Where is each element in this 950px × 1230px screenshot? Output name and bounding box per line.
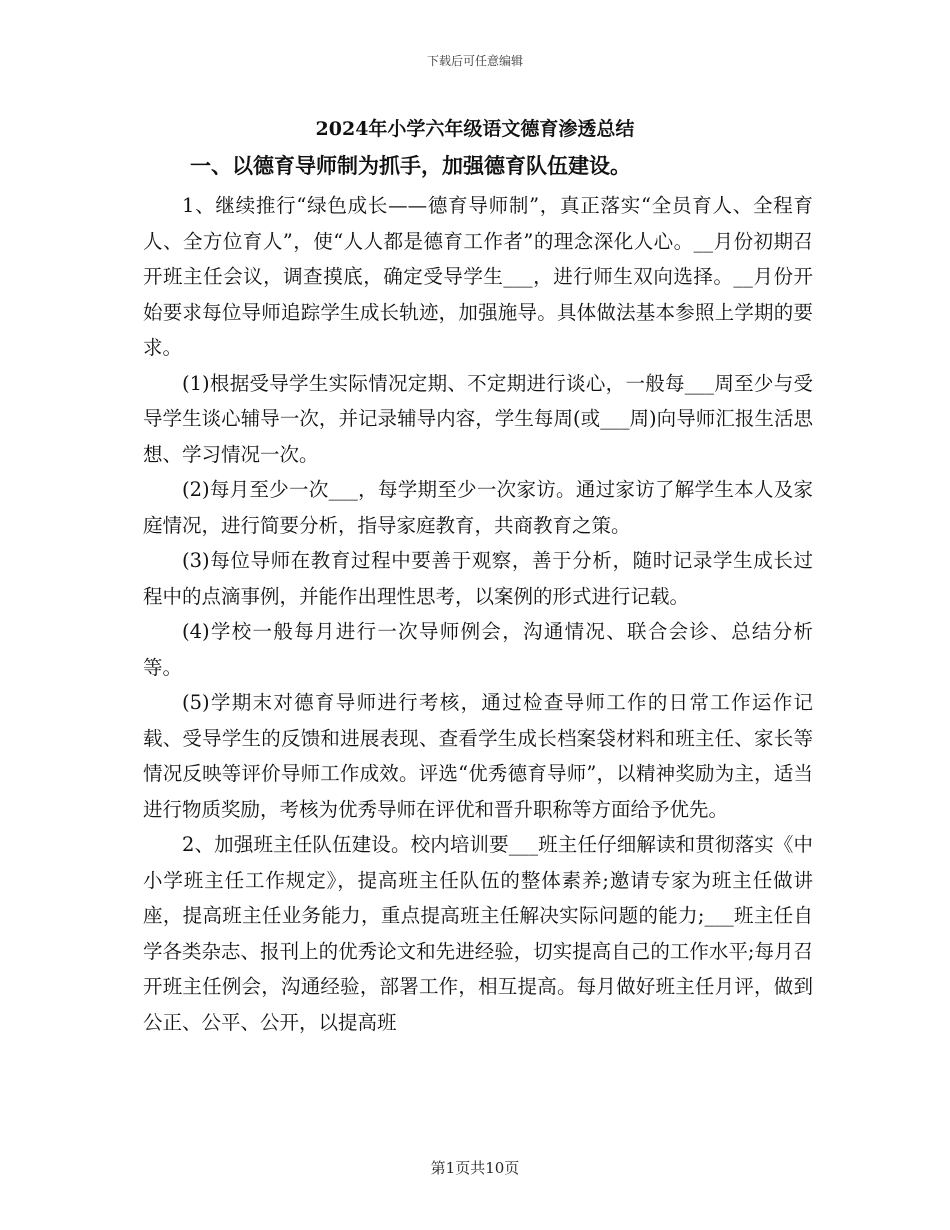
document-title: 2024年小学六年级语文德育渗透总结 xyxy=(315,118,635,140)
paragraph: (3)每位导师在教育过程中要善于观察，善于分析，随时记录学生成长过程中的点滴事例，并能作出理性思考，以案例的形式进行记载。 xyxy=(143,549,813,608)
header-note: 下载后可任意编辑 xyxy=(426,54,523,68)
section-heading: 一、以德育导师制为抓手，加强德育队伍建设。 xyxy=(190,153,631,178)
paragraph: (4)学校一般每月进行一次导师例会，沟通情况、联合会诊、总结分析等。 xyxy=(143,620,813,679)
page-number: 第1页共10页 xyxy=(430,1159,520,1177)
paragraph: (2)每月至少一次___，每学期至少一次家访。通过家访了解学生本人及家庭情况，进行简要分析，指导家庭教育，共商教育之策。 xyxy=(143,478,813,537)
paragraph: 2、加强班主任队伍建设。校内培训要___班主任仔细解读和贯彻落实《中小学班主任工作规定》，提高班主任队伍的整体素养;邀请专家为班主任做讲座，提高班主任业务能力，重点提高班主任解决实际问题的能力;___班主任自学各类杂志、报刊上的优秀论文和先进经验，切实提高自己的工作水平;每月召开班主任例会，沟通经验，部署工作，相互提高。每月做好班主任月评，做到公正、公平、公开，以提高班 xyxy=(143,833,813,1034)
paragraph: (5)学期末对德育导师进行考核，通过检查导师工作的日常工作运作记载、受导学生的反馈和进展表现、查看学生成长档案袋材料和班主任、家长等情况反映等评价导师工作成效。评选“优秀德育导师”，以精神奖励为主，适当进行物质奖励，考核为优秀导师在评优和晋升职称等方面给予优先。 xyxy=(143,691,813,821)
paragraph: 1、继续推行“绿色成长——德育导师制”，真正落实“全员育人、全程育人、全方位育人”，使“人人都是德育工作者”的理念深化人心。__月份初期召开班主任会议，调查摸底，确定受导学生___，进行师生双向选择。__月份开始要求每位导师追踪学生成长轨迹，加强施导。具体做法基本参照上学期的要求。 xyxy=(143,194,813,359)
paragraph: (1)根据受导学生实际情况定期、不定期进行谈心，一般每___周至少与受导学生谈心辅导一次，并记录辅导内容，学生每周(或___周)向导师汇报生活思想、学习情况一次。 xyxy=(143,371,813,466)
document-body xyxy=(143,188,813,1040)
